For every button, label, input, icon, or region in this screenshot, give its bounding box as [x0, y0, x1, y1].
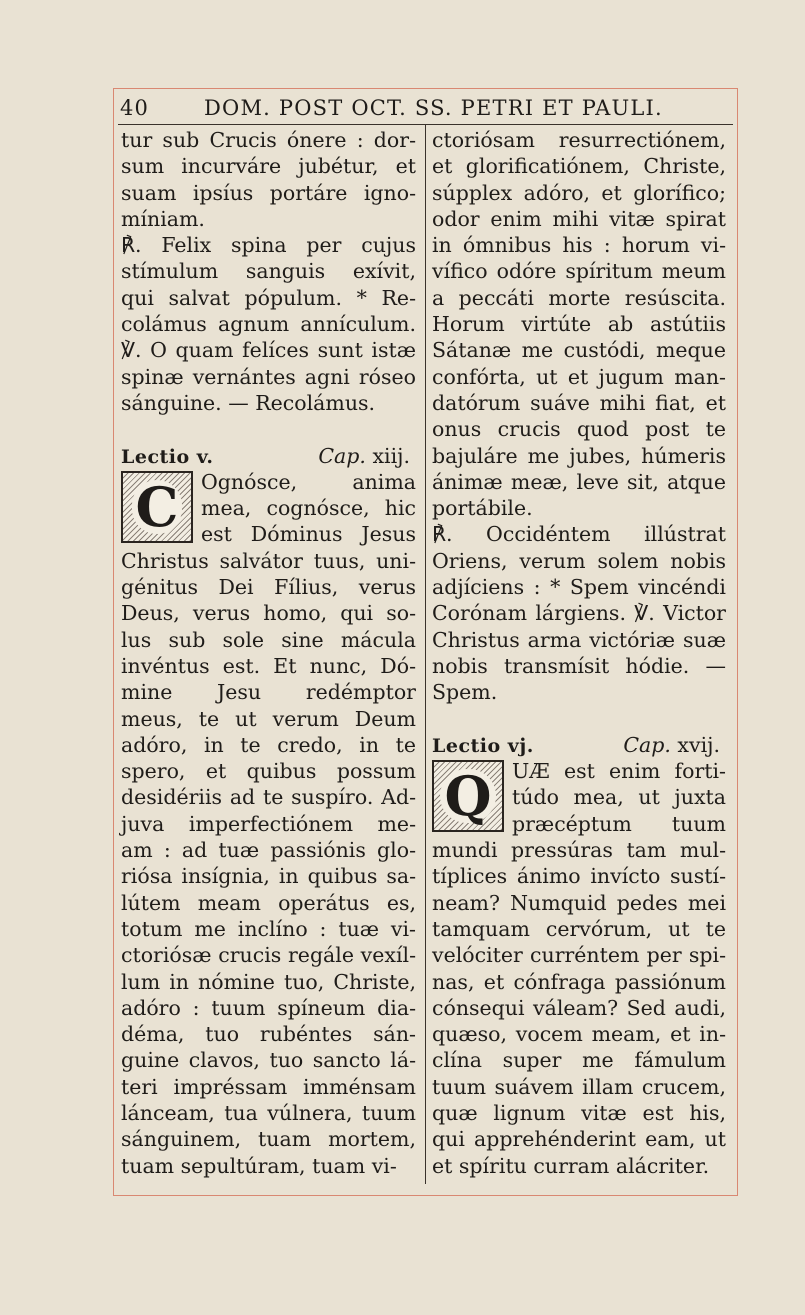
text-line: Christus salvátor tuus, uni-: [121, 548, 416, 573]
left-column-body-text: [121, 548, 416, 1179]
text-line: ctoriósæ crucis regále vexíl-: [121, 943, 416, 968]
text-line: lum in nómine tuo, Christe,: [121, 969, 416, 994]
text-line: a peccáti morte resúscita.: [432, 285, 726, 310]
column-divider: [425, 124, 426, 1184]
text-line: sánguinem, tuam mortem,: [121, 1127, 416, 1152]
text-line: riósa insígnia, in quibus sa-: [121, 864, 416, 889]
text-line: quæso, vocem meam, et in-: [432, 1022, 726, 1047]
text-line: tur sub Crucis ónere : dor-: [121, 128, 416, 152]
text-line: suam ipsíus portáre igno-: [121, 180, 416, 205]
text-line: in ómnibus his : horum vi-: [432, 233, 726, 258]
text-line: ctoriósam resurrectiónem,: [432, 128, 726, 152]
drop-cap-letter: C: [132, 480, 183, 534]
left-column: [121, 127, 416, 1179]
text-line: tamquam cervórum, ut te: [432, 916, 726, 941]
text-line: adjíciens : * Spem vincéndi: [432, 575, 726, 600]
text-line: lus sub sole sine mácula: [121, 627, 416, 652]
text-line: típlices ánimo invícto sustí-: [432, 864, 726, 889]
text-line: ℟. Occidéntem illústrat: [432, 522, 726, 547]
text-line: génitus Dei Fílius, verus: [121, 575, 416, 600]
text-line: juva imperfectiónem me-: [121, 811, 416, 836]
text-line: spero, et quibus possum: [121, 759, 416, 784]
text-line: adóro, in te credo, in te: [121, 732, 416, 757]
text-line: meus, te ut verum Deum: [121, 706, 416, 731]
drop-cap-letter: Q: [440, 769, 495, 823]
text-line: Oriens, verum solem nobis: [432, 548, 726, 573]
text-line: qui apprehénderint eam, ut: [432, 1127, 726, 1152]
text-line: totum me inclíno : tuæ vi-: [121, 916, 416, 941]
text-line: odor enim mihi vitæ spirat: [432, 206, 726, 231]
text-line: lútem meam operátus es,: [121, 890, 416, 915]
text-line: nobis transmísit hódie. —: [432, 653, 726, 678]
text-line: adóro : tuum spíneum dia-: [121, 995, 416, 1020]
text-line: ánimæ meæ, leve sit, atque: [432, 469, 726, 494]
text-line: qui salvat pópulum. * Re-: [121, 285, 416, 310]
text-line: vífico odóre spíritum meum: [432, 259, 726, 284]
chapter-reference: Cap. xiij.: [318, 443, 410, 468]
text-line: neam? Numquid pedes mei: [432, 890, 726, 915]
drop-cap-initial: [121, 471, 193, 543]
lectio-v-heading: [121, 443, 416, 469]
text-line: ℣. O quam felíces sunt istæ: [121, 338, 416, 363]
text-line: mea, cognósce, hic: [201, 496, 416, 521]
text-line: confórta, ut et jugum man-: [432, 364, 726, 389]
right-drop-paragraph: [432, 758, 726, 837]
text-line: Spem.: [432, 680, 498, 705]
text-line: Ognósce, anima: [201, 469, 416, 494]
right-column: [432, 127, 726, 1179]
text-line: et spíritu curram alácriter.: [432, 1153, 710, 1178]
text-line: lánceam, tua vúlnera, tuum: [121, 1100, 416, 1125]
text-line: sum incurváre jubétur, et: [121, 154, 416, 179]
text-line: colámus agnum annículum.: [121, 312, 416, 337]
text-line: præcéptum tuum: [512, 811, 726, 836]
text-line: portábile.: [432, 496, 533, 521]
lectio-label: Lectio vj.: [432, 734, 534, 757]
running-title: DOM. POST OCT. SS. PETRI ET PAULI.: [204, 96, 663, 120]
text-line: teri impréssam imménsam: [121, 1074, 416, 1099]
text-line: velóciter curréntem per spi-: [432, 943, 726, 968]
text-line: bajuláre me jubes, húmeris: [432, 443, 726, 468]
text-line: túdo mea, ut juxta: [512, 785, 726, 810]
text-line: sánguine. — Recolámus.: [121, 390, 376, 415]
text-line: Deus, verus homo, qui so-: [121, 601, 416, 626]
text-line: guine clavos, tuo sancto lá-: [121, 1048, 416, 1073]
text-line: invéntus est. Et nunc, Dó-: [121, 653, 416, 678]
right-column-body-text: [432, 837, 726, 1179]
running-header: [118, 96, 733, 126]
text-line: tuum suávem illam crucem,: [432, 1074, 726, 1099]
text-line: onus crucis quod post te: [432, 417, 726, 442]
lectio-label: Lectio v.: [121, 445, 214, 468]
text-line: clína super me fámulum: [432, 1048, 726, 1073]
text-line: stímulum sanguis exívit,: [121, 259, 416, 284]
text-line: Sátanæ me custódi, meque: [432, 338, 726, 363]
text-line: quæ lignum vitæ est his,: [432, 1100, 726, 1125]
left-column-top-text: [121, 127, 416, 416]
text-line: déma, tuo rubéntes sán-: [121, 1022, 416, 1047]
text-line: est Dóminus Jesus: [201, 522, 416, 547]
text-line: datórum suáve mihi fiat, et: [432, 390, 726, 415]
text-line: mundi pressúras tam mul-: [432, 838, 726, 863]
text-line: UÆ est enim forti-: [512, 759, 726, 784]
drop-cap-initial: [432, 760, 504, 832]
text-line: am : ad tuæ passiónis glo-: [121, 838, 416, 863]
text-line: mine Jesu redémptor: [121, 680, 416, 705]
text-line: nas, et cónfraga passiónum: [432, 969, 726, 994]
text-line: Christus arma victóriæ suæ: [432, 627, 726, 652]
text-line: desidériis ad te suspíro. Ad-: [121, 785, 416, 810]
page-number: 40: [120, 96, 150, 120]
left-drop-paragraph: [121, 469, 416, 548]
text-line: súpplex adóro, et glorífico;: [432, 180, 726, 205]
text-line: et glorificatiónem, Christe,: [432, 154, 726, 179]
text-line: Corónam lárgiens. ℣. Victor: [432, 601, 726, 626]
text-line: spinæ vernántes agni róseo: [121, 364, 416, 389]
chapter-reference: Cap. xvij.: [623, 732, 720, 757]
text-line: míniam.: [121, 206, 205, 231]
text-line: Horum virtúte ab astútiis: [432, 312, 726, 337]
text-line: ℟. Felix spina per cujus: [121, 233, 416, 258]
text-line: cónsequi váleam? Sed audi,: [432, 995, 726, 1020]
lectio-vj-heading: [432, 732, 726, 758]
right-column-top-text: [432, 127, 726, 706]
text-line: tuam sepultúram, tuam vi-: [121, 1153, 397, 1178]
